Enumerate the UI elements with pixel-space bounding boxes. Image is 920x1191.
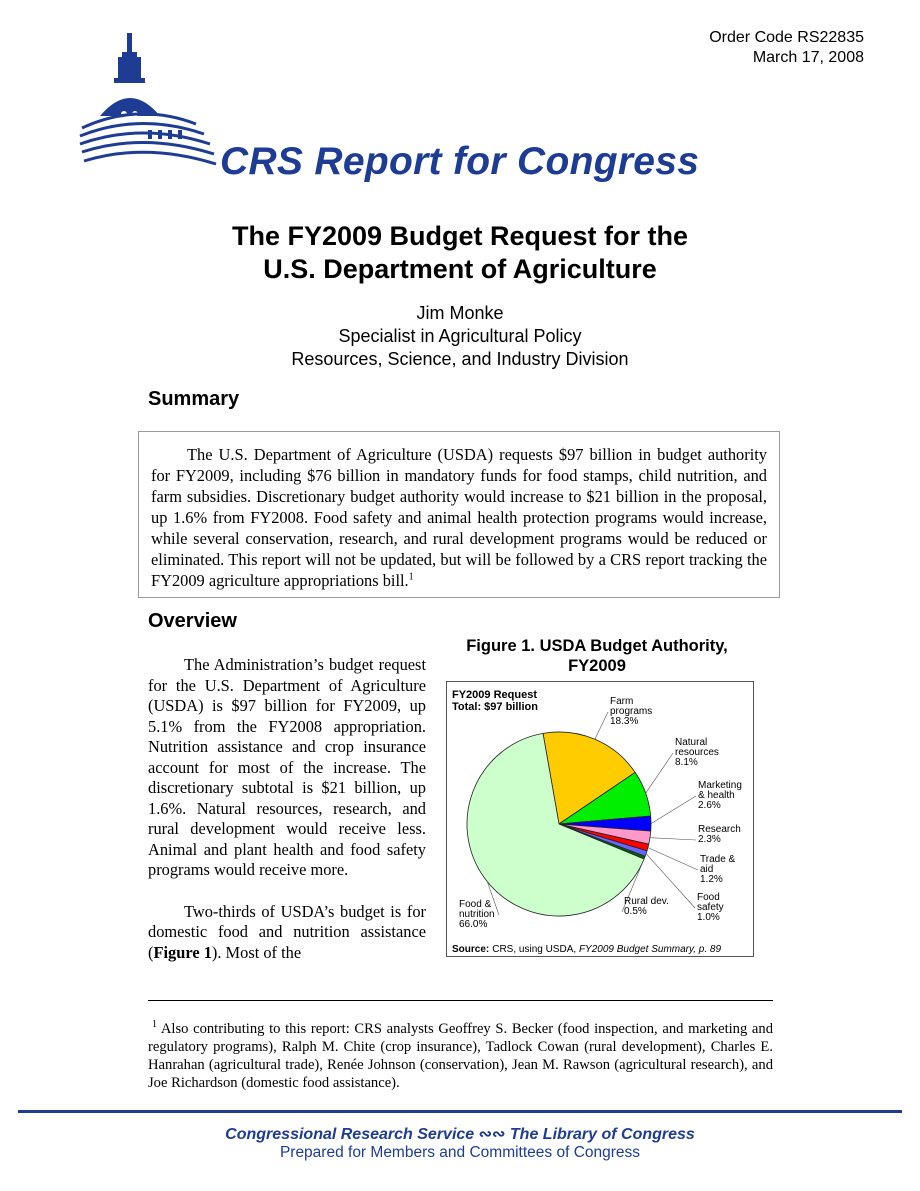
pie-leader-line-4 [648, 848, 698, 870]
report-banner: CRS Report for Congress [220, 140, 700, 183]
report-date: March 17, 2008 [752, 49, 864, 66]
pie-leader-line-3 [650, 838, 696, 840]
summary-text [151, 444, 767, 591]
pie-label-2: Marketing & health 2.6% [698, 780, 742, 811]
para2-text-after: ). Most of the [211, 942, 302, 962]
footer-crs: Congressional Research Service [225, 1126, 475, 1143]
source-label: Source: [452, 944, 490, 955]
overview-paragraph-1: The Administration’s budget request for the U.S. Department of Agriculture (USDA) is $97 billion for FY2009, up 5.1% from the FY2008 appropriation. Nutrition assistance and crop insurance account for most of the increase. The discretionary subtotal is $21 billion, up 1.6%. Natural resources, research, and rural development would receive less. Animal and plant health and food safety programs would receive more. [148, 655, 426, 879]
document-title [0, 220, 920, 286]
figure-reference[interactable]: Figure 1 [153, 942, 212, 962]
author-block [0, 302, 920, 371]
chart-title: FY2009 Request [452, 689, 537, 701]
footer-publisher [0, 1124, 920, 1144]
footer-ornament-icon: ∾∾ [478, 1126, 506, 1143]
pie-leader-line-1 [646, 753, 673, 793]
chart-subtitle: Total: $97 billion [452, 701, 538, 713]
overview-heading: Overview [148, 610, 237, 632]
pie-label-3: Research 2.3% [698, 824, 741, 845]
order-code: Order Code RS22835 [709, 29, 864, 46]
footnote-text: Also contributing to this report: CRS analysts Geoffrey S. Becker (food inspection, and marketing and regulatory programs), Ralph M. Chite (crop insurance), Tadlock Cowan (rural development), Charles E. Hanrahan (agricultural trade), Renée Johnson (conservation), Jean M. Rawson (agricultural research), and Joe Richardson (domestic food assistance). [148, 1021, 774, 1091]
pie-label-0: Farm programs 18.3% [610, 696, 653, 727]
capitol-dome-logo [78, 30, 218, 180]
footnote-ref[interactable]: 1 [408, 571, 414, 583]
footer-divider [18, 1110, 902, 1113]
figure-caption [438, 636, 756, 676]
summary-heading: Summary [148, 388, 240, 410]
pie-chart [447, 682, 753, 956]
footnote [148, 1020, 773, 1092]
pie-label-6: Rural dev. 0.5% [624, 896, 669, 917]
figure-source [452, 944, 721, 955]
pie-leader-line-0 [595, 712, 608, 739]
source-text: CRS, using USDA, [492, 944, 579, 955]
footnote-mark: 1 [152, 1019, 157, 1031]
overview-text [148, 655, 426, 984]
source-italic: FY2009 Budget Summary, p. 89 [578, 944, 722, 955]
footer-library: The Library of Congress [509, 1126, 695, 1143]
footer-tagline: Prepared for Members and Committees of Congress [279, 1144, 641, 1161]
pie-label-4: Trade & aid 1.2% [700, 854, 736, 885]
overview-paragraph-2 [148, 902, 426, 964]
pie-label-7: Food & nutrition 66.0% [459, 899, 495, 930]
figure-frame [446, 681, 754, 957]
title-line-1: The FY2009 Budget Request for the [231, 221, 689, 251]
pie-label-5: Food safety 1.0% [697, 892, 724, 923]
figure-caption-line-2: FY2009 [568, 657, 626, 675]
pie-leader-line-2 [651, 796, 696, 824]
para2-text-before: Two-thirds of USDA’s budget is for domestic food and nutrition assistance ( [148, 901, 426, 962]
author-name: Jim Monke [416, 303, 504, 323]
figure-caption-line-1: Figure 1. USDA Budget Authority, [466, 637, 728, 655]
summary-box [138, 431, 780, 598]
title-line-2: U.S. Department of Agriculture [263, 254, 657, 284]
author-position: Specialist in Agricultural Policy [338, 326, 582, 346]
summary-body: The U.S. Department of Agriculture (USDA) requests $97 billion in budget authority for FY2009, including $76 billion in mandatory funds for food stamps, child nutrition, and farm subsidies. Discretionary budget authority would increase to $21 billion in the proposal, up 1.6% from FY2008. Food safety and animal health protection programs would increase, while several conservation, research, and rural development programs would be reduced or eliminated. This report will not be updated, but will be followed by a CRS report tracking the FY2009 agriculture appropriations bill. [151, 445, 767, 590]
author-division: Resources, Science, and Industry Division [291, 349, 629, 369]
footnote-divider [148, 1000, 773, 1001]
pie-label-1: Natural resources 8.1% [675, 737, 719, 768]
order-info [709, 28, 864, 68]
